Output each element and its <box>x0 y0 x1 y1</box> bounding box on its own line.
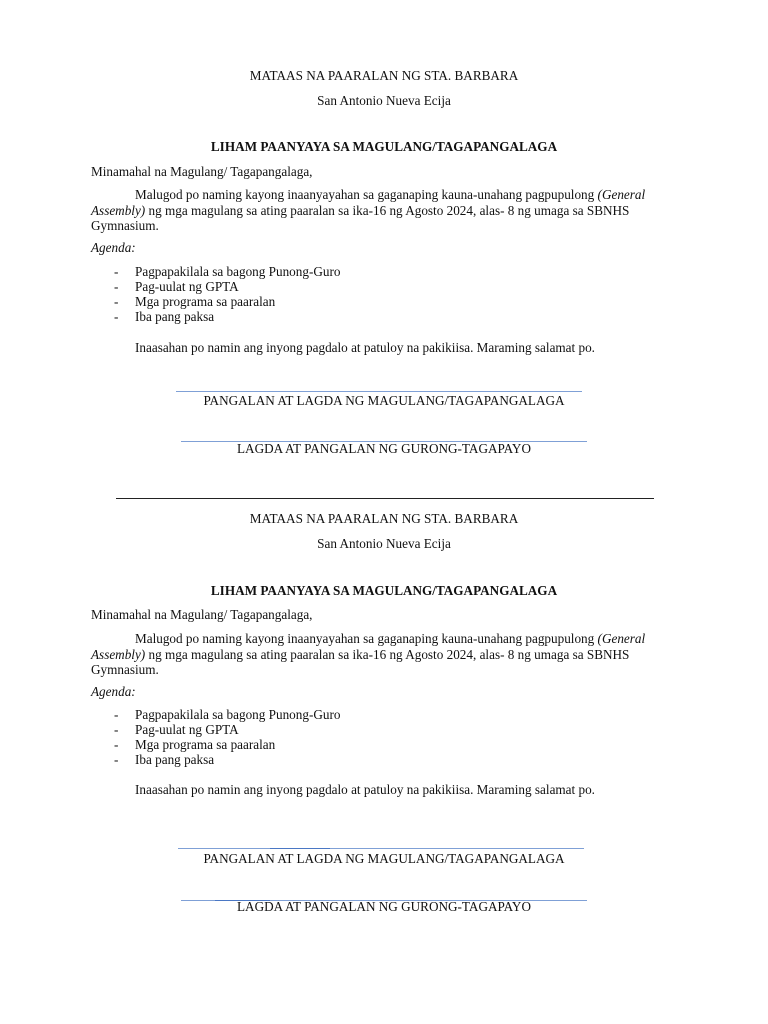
body-text-end: ng mga magulang sa ating paaralan sa ika-16 ng Agosto 2024, alas- 8 ng umaga sa SBNHS Gymnasium. <box>91 646 630 677</box>
body-text-start: Malugod po naming kayong inaanyayahan sa gaganaping kauna-unahang pagpupulong <box>135 187 595 202</box>
school-name: MATAAS NA PAARALAN NG STA. BARBARA <box>249 68 519 83</box>
body-text-italic: (General Assembly) <box>91 631 646 662</box>
body-text-italic: (General Assembly) <box>91 187 646 218</box>
adviser-signature-label: LAGDA AT PANGALAN NG GURONG-TAGAPAYO <box>237 441 531 456</box>
body-text-start: Malugod po naming kayong inaanyayahan sa gaganaping kauna-unahang pagpupulong <box>135 631 595 646</box>
letter-title: LIHAM PAANYAYA SA MAGULANG/TAGAPANGALAGA <box>210 583 558 598</box>
salutation: Minamahal na Magulang/ Tagapangalaga, <box>91 607 313 622</box>
parent-signature-stroke <box>270 848 330 849</box>
school-address: San Antonio Nueva Ecija <box>317 536 451 551</box>
letter-body <box>91 631 681 678</box>
closing-text: Inaasahan po namin ang inyong pagdalo at patuloy na pakikiisa. Maraming salamat po. <box>135 340 595 355</box>
parent-signature-line <box>176 391 582 392</box>
letter-title: LIHAM PAANYAYA SA MAGULANG/TAGAPANGALAGA <box>210 139 558 154</box>
salutation: Minamahal na Magulang/ Tagapangalaga, <box>91 164 313 179</box>
adviser-signature-label: LAGDA AT PANGALAN NG GURONG-TAGAPAYO <box>237 899 531 914</box>
cut-line-divider <box>116 498 654 499</box>
parent-signature-label: PANGALAN AT LAGDA NG MAGULANG/TAGAPANGALAGA <box>203 851 565 866</box>
body-text-end: ng mga magulang sa ating paaralan sa ika-16 ng Agosto 2024, alas- 8 ng umaga sa SBNHS Gymnasium. <box>91 202 630 233</box>
school-name: MATAAS NA PAARALAN NG STA. BARBARA <box>249 511 519 526</box>
parent-signature-line <box>178 848 584 849</box>
agenda-label: Agenda: <box>91 684 136 699</box>
parent-signature-label: PANGALAN AT LAGDA NG MAGULANG/TAGAPANGALAGA <box>203 393 565 408</box>
agenda-label: Agenda: <box>91 240 136 255</box>
school-address: San Antonio Nueva Ecija <box>317 93 451 108</box>
letter-body <box>91 187 681 234</box>
closing-text: Inaasahan po namin ang inyong pagdalo at patuloy na pakikiisa. Maraming salamat po. <box>135 782 595 797</box>
letter-page: MATAAS NA PAARALAN NG STA. BARBARA San Antonio Nueva Ecija LIHAM PAANYAYA SA MAGULANG/TAGAPANGALAGA Minamahal na Magulang/ Tagapangalaga, Malugod po naming kayong inaanyayahan sa gaganaping kauna-unahang pagpupulong (General Assembly) ng mga magulang sa ating paaralan sa ika-16 ng Agosto 2024, alas- 8 ng umaga sa SBNHS Gymnasium. Agenda: - Pagpapakilala sa bagong Punong-Guro - Pag-uulat ng GPTA - Mga programa sa paaralan - Iba pang paksa Inaasahan po namin ang inyong pagdalo at patuloy na pakikiisa. Maraming salamat po. PANGALAN AT LAGDA NG MAGULANG/TAGAPANGALAGA LAGDA AT PANGALAN NG GURONG-TAGAPAYO MATAAS NA PAARALAN NG STA. BARBARA San Antonio Nueva Ecija LIHAM PAANYAYA SA MAGULANG/TAGAPANGALAGA Minamahal na Magulang/ Tagapangalaga, Malugod po naming kayong inaanyayahan sa gaganaping kauna-unahang pagpupulong (General Assembly) ng mga magulang sa ating paaralan sa ika-16 ng Agosto 2024, alas- 8 ng umaga sa SBNHS Gymnasium. Agenda: - Pagpapakilala sa bagong Punong-Guro - Pag-uulat ng GPTA - Mga programa sa paaralan - Iba pang paksa Inaasahan po namin ang inyong pagdalo at patuloy na pakikiisa. Maraming salamat po. PANGALAN AT LAGDA NG MAGULANG/TAGAPANGALAGA LAGDA AT PANGALAN NG GURONG-TAGAPAYO <box>0 0 768 1024</box>
